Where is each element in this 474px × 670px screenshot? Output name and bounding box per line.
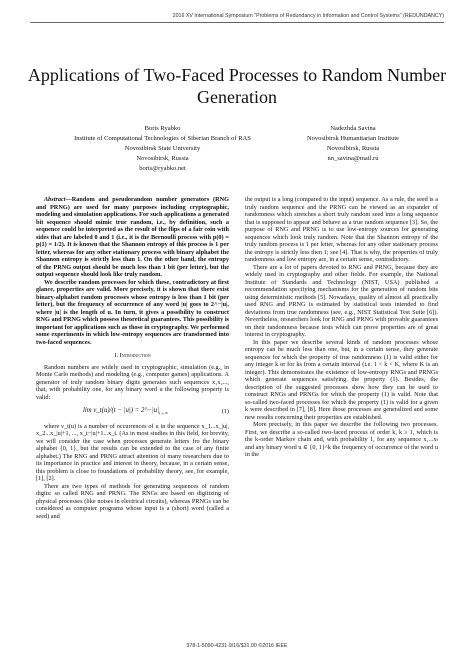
body-paragraph: where ν_t(u) is a number of occurrences of u in the sequence x_1...x_|u|, x_2...x_|u|+1, ..., x_t−|u|+1...x_t. (As in most studies in this field, for brevity, we will consider the case when processes generate letters fro the binary alphabet {0, 1}, but the results can be extended to the case of any finite alphabet.) The RNG and PRNG attract attention of many researchers due to its importance in practice and interest in theory, because, in a certain sense, this problem is close to foundations of probability theory, see, for example, [1], [2]. (36, 422, 229, 483)
author-name: Nadezhda Savina (330, 125, 376, 132)
author-affiliation: Novosibirsk State University (124, 145, 201, 152)
body-paragraph: Random numbers are widely used in cryptographic, simulation (e.g., in Monte Carlo methods) and modeling (e.g., computer games) applications. A generator of truly random binary digits generates such sequences x₁x₂..., that, with probability one, for any binary word u the following property is valid: (36, 363, 229, 401)
author-email: boris@ryabko.net (139, 165, 186, 172)
abstract-label: Abstract (44, 196, 66, 203)
author-affiliation: Novosibirsk Humanitarian Institute (306, 135, 400, 142)
paper-title: Applications of Two-Faced Processes to Random Number Generation (27, 65, 447, 107)
author-email: nn_savina@mail.ru (327, 155, 379, 162)
author-block-1 (60, 124, 265, 174)
abstract-paragraph (36, 196, 229, 279)
equation-expression: lim ν_t(u)/(t − $|u|) = 2\^{}-|u|_{t\to\infty}$ (83, 407, 168, 416)
equation-limit: t→∞ (159, 410, 168, 416)
author-affiliation: Institute of Computational Technologies of Siberian Branch of RAS (74, 135, 251, 142)
equation-1 (36, 407, 229, 417)
copyright-footer: 978-1-5090-4231-9/16/$31.00 ©2016 IEEE (186, 643, 288, 649)
author-affiliation: Novosibirsk, Russia (326, 145, 380, 152)
body-paragraph: the output is a long (compared to the input) sequence. As a rule, the seed is a truly random sequence and the PRNG can be viewed as an expander of randomness which stretches a short truly random seed into a long sequence that is supposed to appear and behave as a true random sequence [3]. So, the purpose of RNG and PRNG is to use low-entropy sources for generating sequences which look truly random. Note that the Shannon entropy of the truly random process is 1 per letter, whereas for any other stationary process the entropy is strictly less then 1; see [4]. That is why, the properties of truly randomness and low entropy are, in a certain sense, contradictory. (245, 196, 438, 263)
author-name: Boris Ryabko (144, 125, 181, 132)
author-block-2 (278, 124, 428, 164)
author-city: Novosibirsk, Russia (136, 155, 189, 162)
left-column (36, 196, 229, 520)
body-paragraph: There are a lot of papers devoted to RNG and PRNG, because they are widely used in cryptography and other fields. For example, the National Institute of Standards and Technology (NIST, USA) published a recommendation specifying mechanisms for the generation of random bits using deterministic methods [5]. Nowadays, quality of almost all practically used RNG and PRNG is estimated by statistical tests intended to find deviations from true randomness (see, e.g., NIST Statistical Test Suite [6]). Nevertheless, researchers look for RNG and PRNG with provable guarantees on their randomness because tests which can prove properties are of great interest in cryptography. (245, 263, 438, 338)
body-paragraph: More precisely, in this paper we describe the following two processes. First, we describe a so-called two-faced process of order k, k ≥ 1, which is the k-order Markov chain and, with probability 1, for any sequence x₁...xₜ and any binary word u ∈ {0, 1}^k the frequency of occurrence of the word u in the (245, 421, 438, 458)
body-paragraph: There are two types of methods for generating sequences of random digits: so called RNG and PRNG. The RNGs are based on digitizing of physical processes (like noises in electrical circuits), whereas PRNGs can be considered as computer programs whose input is a (short) word (called a seed) and (36, 482, 229, 520)
body-paragraph: In this paper we describe several kinds of random processes whose entropy can be much less than one, but, in a certain sense, they generate sequences for which the property of true randomness (1) is valid either for any integer k or for ks from a certain interval (i.e. 1 < k < K, where K is an integer). This demonstrates the existence of low-entropy RNGs and PRNGs which generate sequences satisfying the property (1). Besides, the description of the suggested processes show how they can be used to construct RNGs and PRNGs for which the property (1) is valid. Note that so-called two-faced processes for which the property (1) is valid for a given k were described in [7], [8]. Here those processes are generalized and some new results concerning their properties are established. (245, 338, 438, 421)
equation-number: (1) (221, 408, 229, 416)
abstract-text: —Random and pseudorandom number generators (RNG and PRNG) are used for many purposes including cryptographic, modeling and simulation applications. For such applications a generated bit sequence should mimic true random, i.e., by definition, such a sequence could be interpreted as the result of the flips of a fair coin with sides that are labeled 0 and 1 (i.e., it is the Bernoulli process with p(0) = p(1) = 1/2). It is known that the Shannon entropy of this process is 1 per letter, whereas for any other stationary process with binary alphabet the Shannon entropy is strictly less than 1. On the other hand, the entropy of the PRNG output should be much less than 1 bit (per letter), but the output sequence should look like truly random. (36, 196, 229, 278)
right-column (245, 196, 438, 459)
abstract-paragraph-2: We describe random processes for which these, contradictory at first glance, properties are valid. More precisely, it is shown that there exist binary-alphabet random processes whose entropy is less than 1 bit (per letter), but the frequency of occurrence of any word |u| goes to 2^−|u|, where |u| is the length of u. In turn, it gives a possibility to construct RNG and PRNG which possess theoretical guarantees. This possibility is important for applications such as those in cryptography. We performed some experiments in which low-entropy sequences are transformed into two-faced sequences. (36, 278, 229, 346)
section-heading: I. Introduction (114, 352, 151, 359)
conference-header: 2016 XV International Symposium "Problems of Redundancy in Information and Control Systems" (REDUNDANCY) (30, 10, 444, 23)
